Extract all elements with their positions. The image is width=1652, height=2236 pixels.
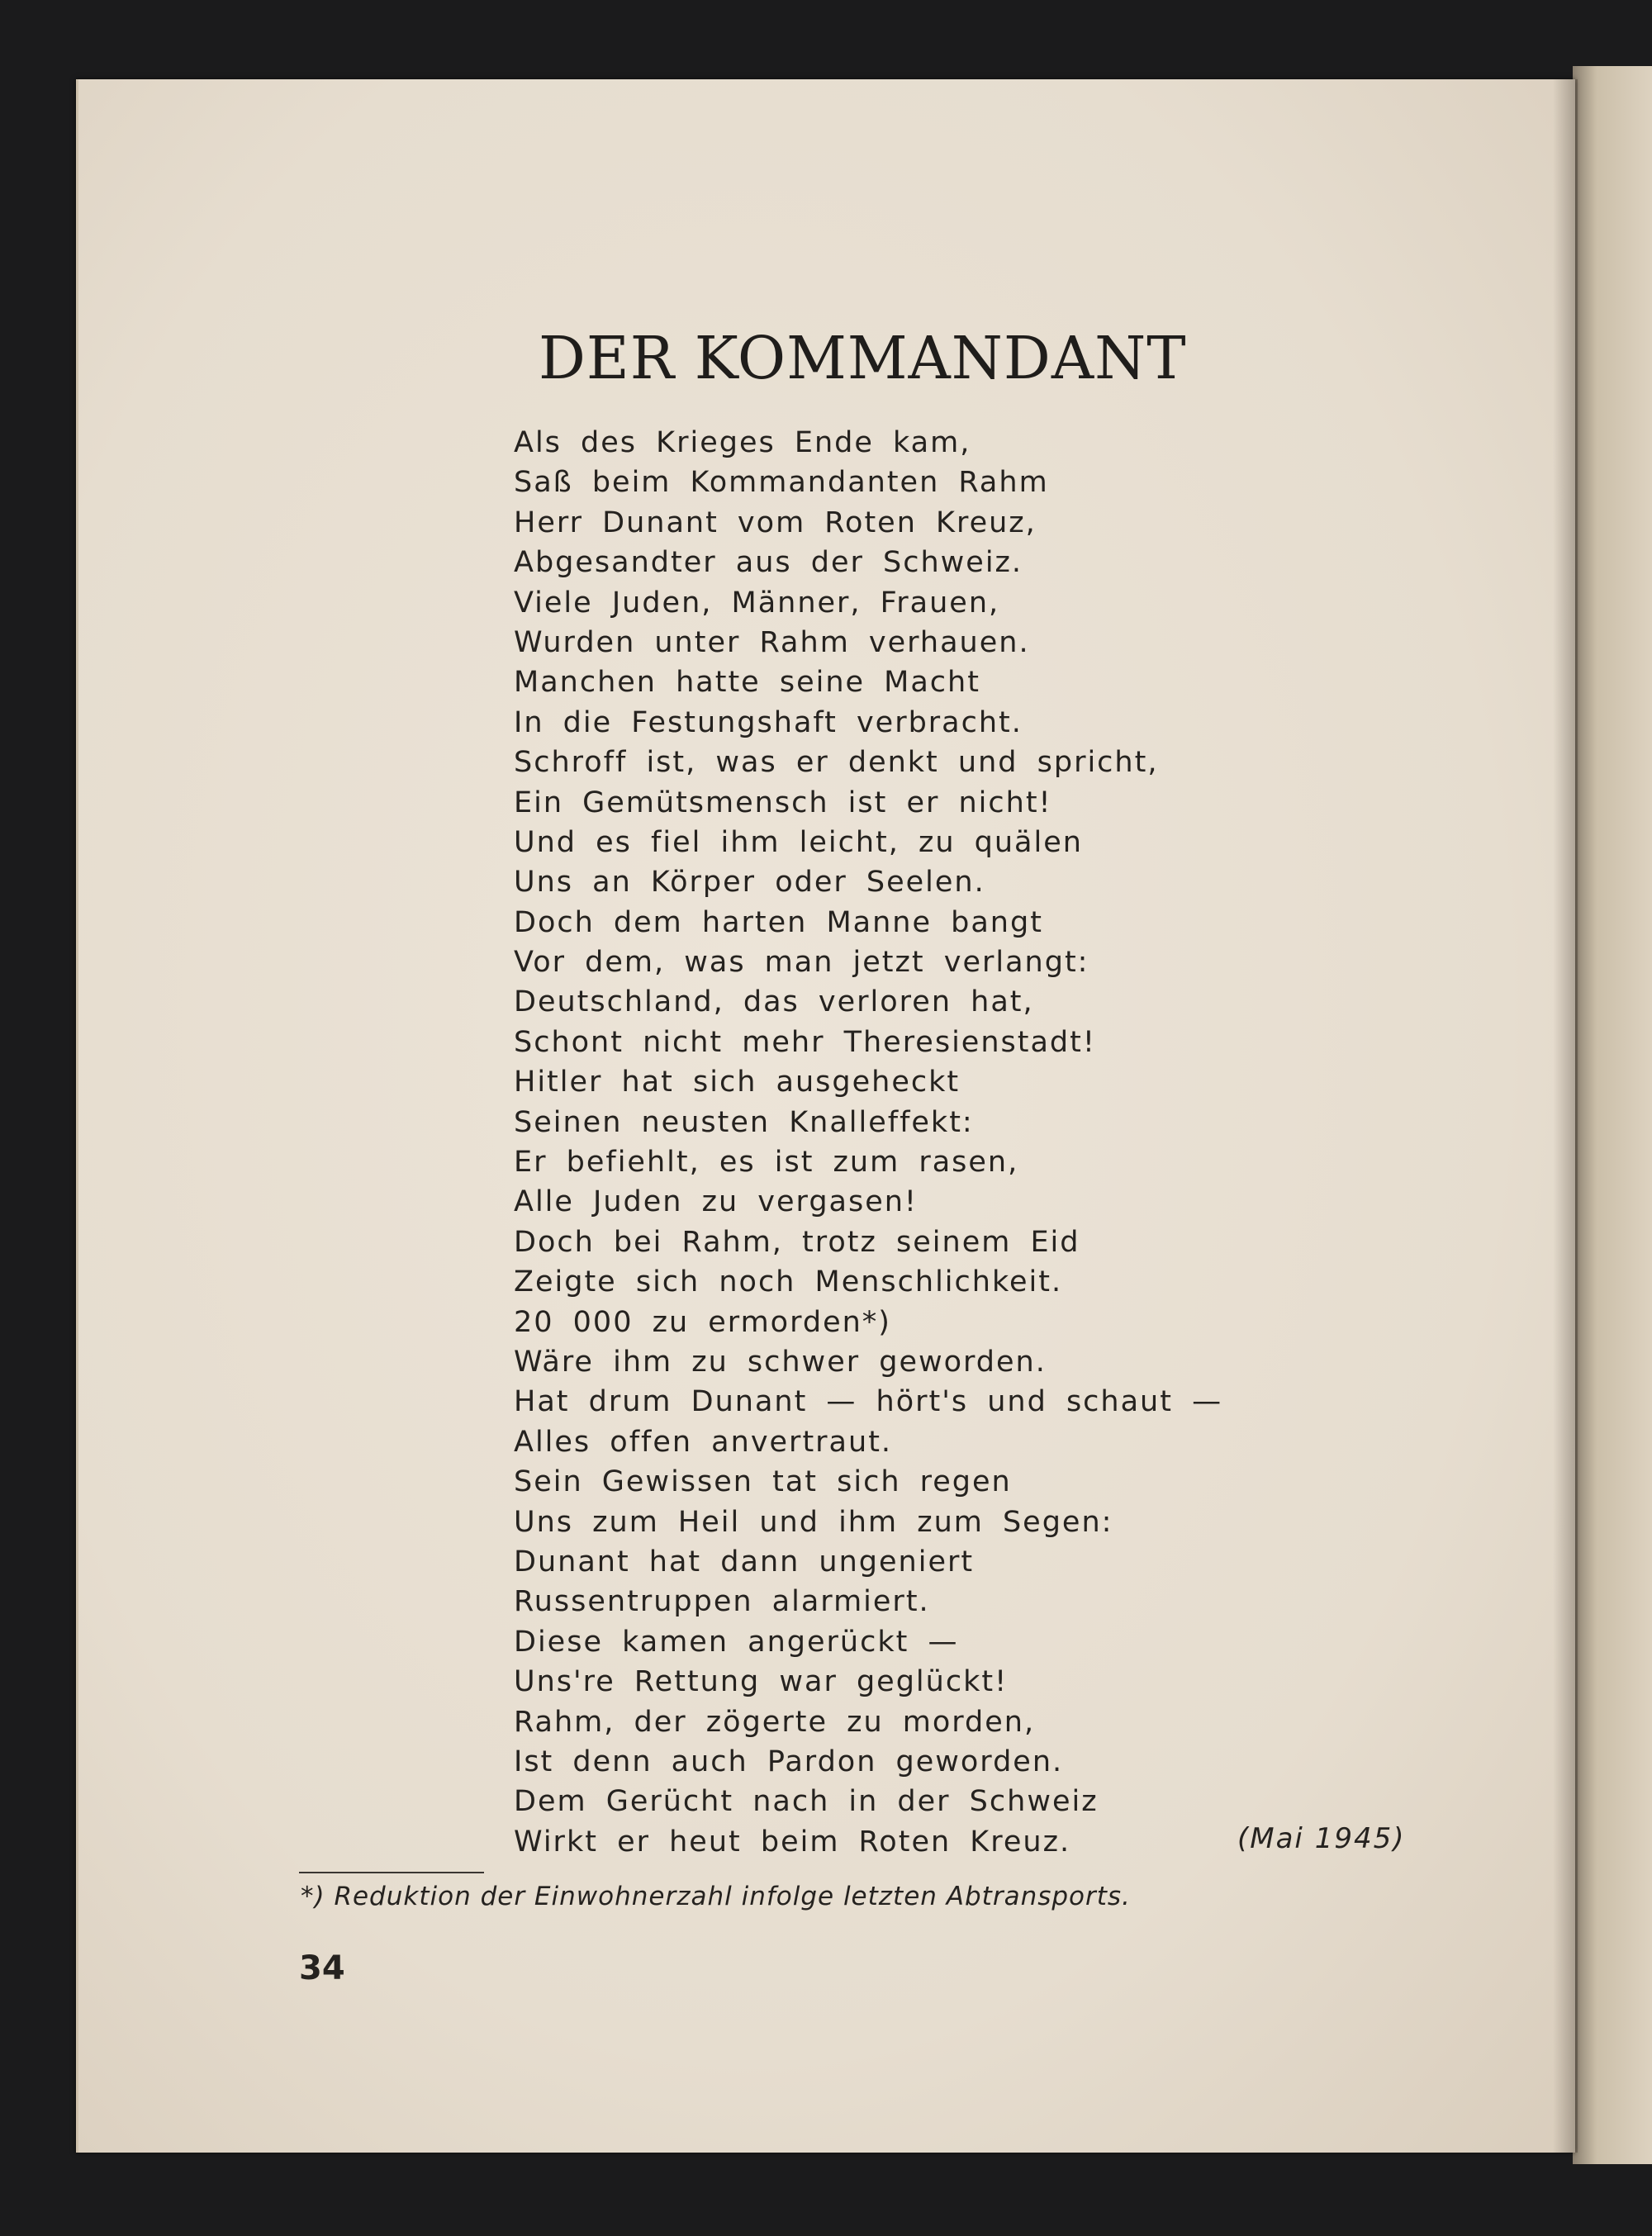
poem-line: 20 000 zu ermorden*) (514, 1305, 891, 1339)
footnote-rule (299, 1872, 484, 1873)
poem-line: Wurden unter Rahm verhauen. (514, 625, 1030, 659)
poem-line: Viele Juden, Männer, Frauen, (514, 586, 1000, 620)
poem-line: Wäre ihm zu schwer geworden. (514, 1345, 1047, 1379)
poem-title: DER KOMMANDANT (539, 324, 1187, 392)
poem-line: Alles offen anvertraut. (514, 1425, 893, 1459)
poem-line: Doch bei Rahm, trotz seinem Eid (514, 1225, 1080, 1259)
poem-line: Uns zum Heil und ihm zum Segen: (514, 1505, 1113, 1539)
poem-line: Alle Juden zu vergasen! (514, 1185, 918, 1219)
poem-line: Manchen hatte seine Macht (514, 666, 980, 700)
poem-line: Er befiehlt, es ist zum rasen, (514, 1146, 1019, 1180)
poem-line: Rahm, der zögerte zu morden, (514, 1705, 1036, 1739)
poem-line: Hat drum Dunant — hört's und schaut — (514, 1385, 1223, 1419)
poem-line: In die Festungshaft verbracht. (514, 705, 1023, 739)
poem-line: Wirkt er heut beim Roten Kreuz. (514, 1825, 1071, 1859)
poem-line: Dunant hat dann ungeniert (514, 1545, 975, 1578)
poem-line: Sein Gewissen tat sich regen (514, 1465, 1012, 1499)
poem-date: (Mai 1945) (1237, 1822, 1406, 1855)
poem-line: Deutschland, das verloren hat, (514, 985, 1034, 1019)
poem-line: Uns an Körper oder Seelen. (514, 866, 985, 900)
poem-line: Hitler hat sich ausgeheckt (514, 1066, 961, 1099)
poem-line: Vor dem, was man jetzt verlangt: (514, 946, 1089, 980)
poem-line: Uns're Rettung war geglückt! (514, 1665, 1009, 1699)
poem-line: Und es fiel ihm leicht, zu quälen (514, 825, 1083, 859)
poem-line: Zeigte sich noch Menschlichkeit. (514, 1265, 1063, 1299)
poem-line: Ein Gemütsmensch ist er nicht! (514, 786, 1052, 819)
facing-page-edge (1573, 66, 1652, 2164)
poem-line: Saß beim Kommandanten Rahm (514, 466, 1049, 500)
poem-line: Schont nicht mehr Theresienstadt! (514, 1025, 1096, 1059)
poem-body (514, 423, 1340, 1862)
poem-line: Schroff ist, was er denkt und spricht, (514, 746, 1159, 780)
page-number: 34 (299, 1949, 345, 1987)
poem-line: Dem Gerücht nach in der Schweiz (514, 1785, 1099, 1819)
poem-line: Seinen neusten Knalleffekt: (514, 1105, 974, 1139)
poem-line: Russentruppen alarmiert. (514, 1585, 930, 1619)
poem-line: Abgesandter aus der Schweiz. (514, 546, 1023, 580)
poem-line: Doch dem harten Manne bangt (514, 905, 1043, 939)
poem-line: Diese kamen angerückt — (514, 1625, 959, 1659)
footnote: *) Reduktion der Einwohnerzahl infolge letzten Abtransports. (301, 1882, 1131, 1911)
poem-line: Herr Dunant vom Roten Kreuz, (514, 506, 1037, 539)
poem-line: Als des Krieges Ende kam, (514, 426, 971, 459)
page-gutter-shadow (1553, 79, 1578, 2153)
poem-line: Ist denn auch Pardon geworden. (514, 1745, 1064, 1778)
